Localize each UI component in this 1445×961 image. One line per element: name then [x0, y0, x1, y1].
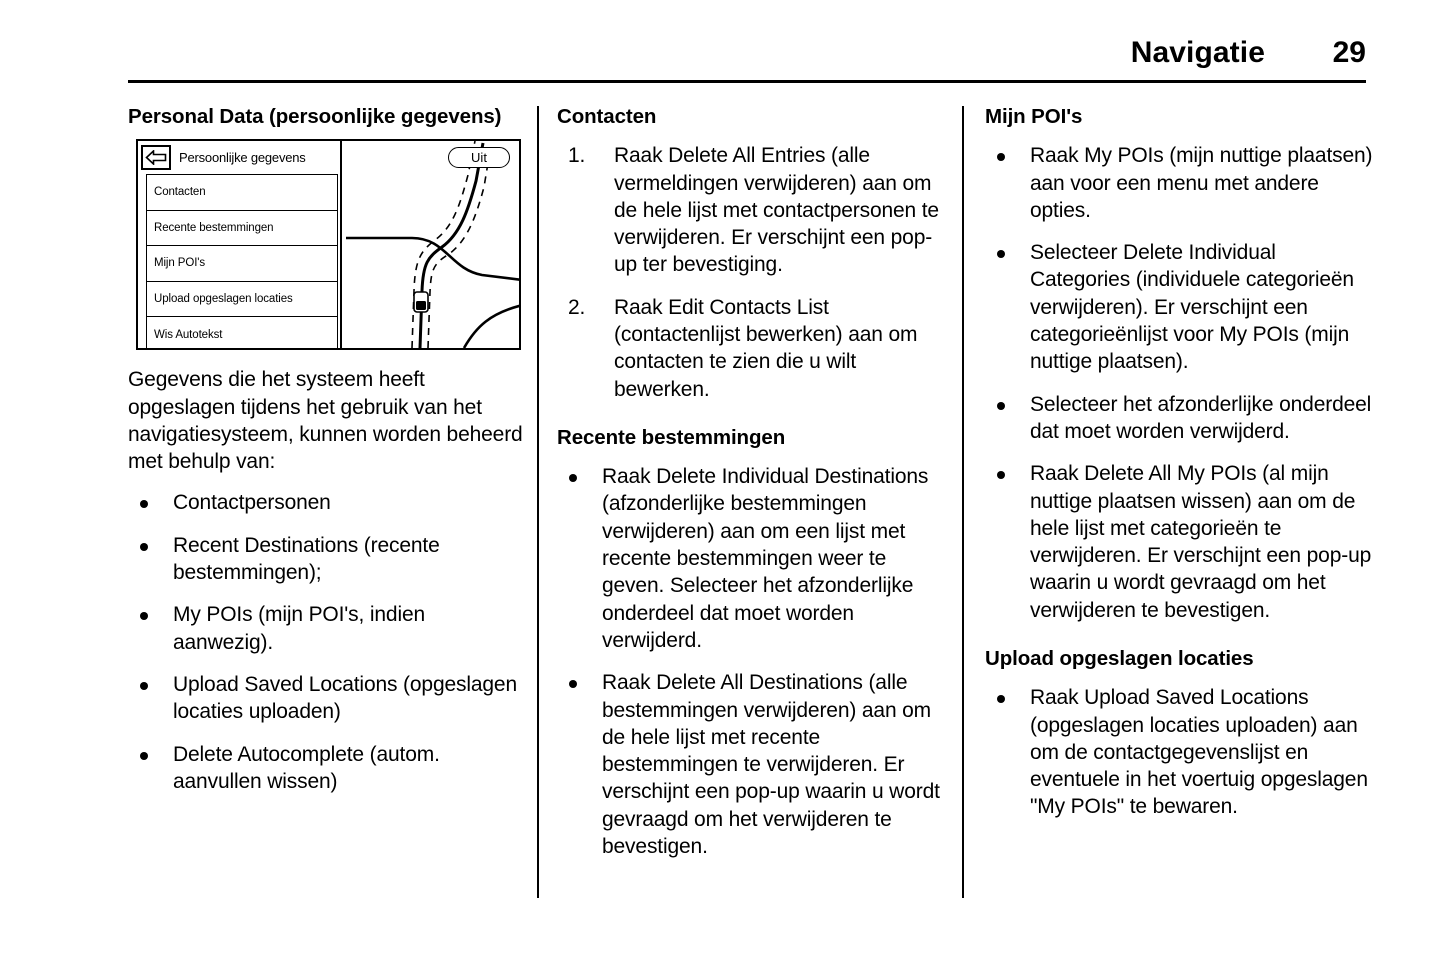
- intro-paragraph: Gegevens die het systeem heeft opgeslagen tijdens het gebruik van het navigatiesysteem, kunnen worden beheerd met behulp van:: [128, 368, 523, 474]
- heading-upload-opgeslagen-locaties: Upload opgeslagen locaties: [985, 646, 1254, 670]
- list-item: Selecteer het afzonderlijke onderdeel dat moet worden verwijderd.: [985, 391, 1381, 446]
- page-title: Navigatie: [1130, 36, 1265, 69]
- list-item: Raak Upload Saved Locations (opgeslagen locaties uploaden) aan om de contactgegevenslijst en eventuele in het voertuig opgeslagen "My POIs" te bewaren.: [985, 684, 1381, 820]
- illustration-screen-title: Persoonlijke gegevens: [179, 150, 306, 166]
- heading-personal-data: Personal Data (persoonlijke gegevens): [128, 105, 502, 128]
- list-item: Recent Destinations (recente bestemmingen);: [128, 532, 524, 587]
- mijn-pois-bullet-list: [985, 142, 1381, 624]
- content-columns: [0, 104, 1445, 904]
- personal-data-bullet-list: [128, 489, 524, 795]
- column-divider-2: [962, 106, 964, 898]
- column-divider-1: [537, 106, 539, 898]
- list-item: Contactpersonen: [128, 489, 524, 516]
- illustration-menu-item-recente-bestemmingen[interactable]: Recente bestemmingen: [147, 211, 337, 247]
- illustration-map-panel: [342, 141, 519, 348]
- list-item: Selecteer Delete Individual Categories (individuele categorieën verwijderen). Er verschijnt een categorieënlijst voor My POIs (mijn nuttige plaatsen).: [985, 239, 1381, 375]
- column-two: [557, 104, 953, 875]
- list-item: My POIs (mijn POI's, indien aanwezig).: [128, 601, 524, 656]
- heading-mijn-pois: Mijn POI's: [985, 105, 1083, 128]
- illustration-menu-item-wis-autotekst[interactable]: Wis Autotekst: [154, 328, 223, 341]
- contacten-numbered-list: [557, 142, 953, 403]
- navigation-screen-illustration: [136, 139, 521, 350]
- vehicle-marker-icon: [342, 141, 519, 348]
- heading-contacten: Contacten: [557, 105, 657, 128]
- illustration-menu-item-contacten[interactable]: Contacten: [147, 175, 337, 211]
- illustration-title-bar: [138, 141, 340, 174]
- column-one: [128, 104, 524, 810]
- list-item: Raak My POIs (mijn nuttige plaatsen) aan voor een menu met andere opties.: [985, 142, 1381, 224]
- list-item: Raak Delete All Destinations (alle bestemmingen verwijderen) aan om de hele lijst met recente bestemmingen te verwijderen. Er verschijnt een pop-up waarin u wordt gevraagd om het verwijderen te bevestigen.: [557, 669, 953, 860]
- illustration-menu-panel: [138, 141, 342, 348]
- illustration-menu-item-mijn-pois[interactable]: Mijn POI's: [147, 246, 337, 282]
- list-item: Delete Autocomplete (autom. aanvullen wissen): [128, 741, 524, 796]
- list-item: Raak Edit Contacts List (contactenlijst bewerken) aan om contacten te zien die u wilt bewerken.: [614, 295, 918, 401]
- column-three: [985, 104, 1381, 836]
- page-header: [128, 36, 1366, 86]
- list-item: Raak Delete All My POIs (al mijn nuttige plaatsen wissen) aan om de hele lijst met categorieën te verwijderen. Er verschijnt een pop-up waarin u wordt gevraagd om het verwijderen te bevestigen.: [985, 460, 1381, 624]
- illustration-menu-list: [146, 174, 338, 348]
- recente-bestemmingen-bullet-list: [557, 463, 953, 860]
- list-item: Raak Delete All Entries (alle vermeldingen verwijderen) aan om de hele lijst met contactpersonen te verwijderen. Er verschijnt een pop-up ter bevestiging.: [614, 144, 939, 277]
- upload-locaties-bullet-list: [985, 684, 1381, 820]
- map-uit-button[interactable]: Uit: [448, 147, 510, 168]
- list-item: Raak Delete Individual Destinations (afzonderlijke bestemmingen verwijderen) aan om een lijst met recente bestemmingen weer te geven. Selecteer het afzonderlijke onderdeel dat moet worden verwijderd.: [557, 463, 953, 654]
- back-arrow-icon[interactable]: [141, 145, 171, 170]
- illustration-menu-item-upload-locaties[interactable]: Upload opgeslagen locaties: [147, 282, 337, 318]
- page-number: 29: [1332, 36, 1366, 69]
- heading-recente-bestemmingen: Recente bestemmingen: [557, 425, 786, 449]
- header-rule: [128, 80, 1366, 83]
- list-item: Upload Saved Locations (opgeslagen locaties uploaden): [128, 671, 524, 726]
